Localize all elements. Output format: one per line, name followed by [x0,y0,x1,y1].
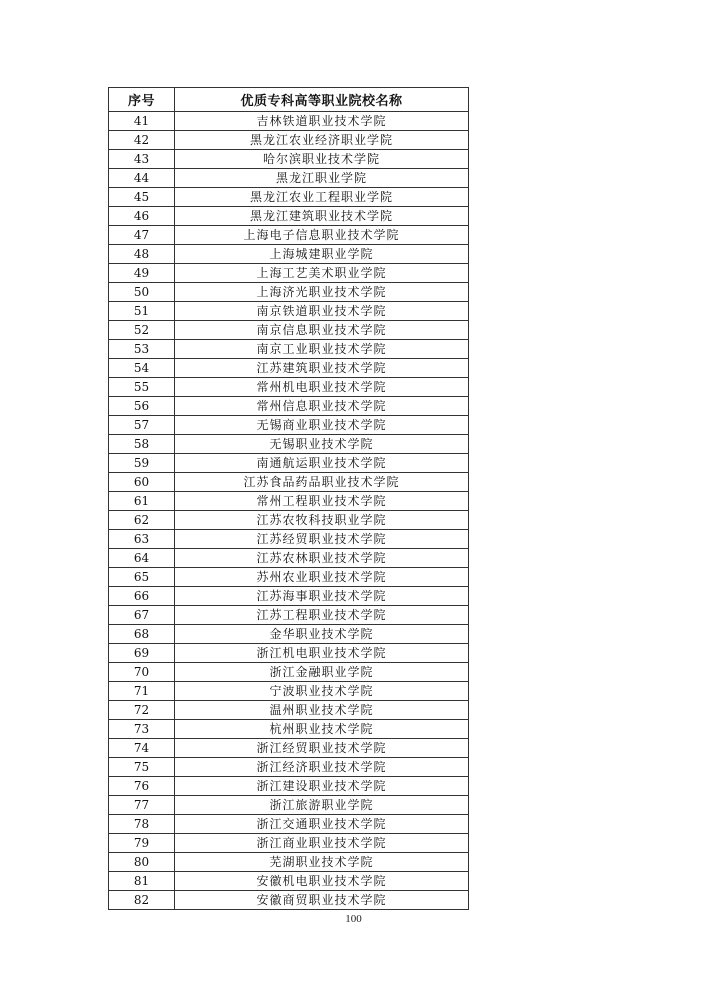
row-name-cell: 黑龙江农业工程职业学院 [175,188,469,207]
row-name-cell: 苏州农业职业技术学院 [175,568,469,587]
table-row [109,739,469,758]
table-row [109,625,469,644]
row-name-cell: 江苏海事职业技术学院 [175,587,469,606]
table-row [109,245,469,264]
table-row [109,587,469,606]
row-index-cell: 69 [109,644,175,663]
table-row [109,150,469,169]
table-row [109,188,469,207]
table-row [109,720,469,739]
table-row [109,359,469,378]
row-index-cell: 74 [109,739,175,758]
header-index: 序号 [109,88,175,112]
header-name: 优质专科高等职业院校名称 [175,88,469,112]
row-index-cell: 54 [109,359,175,378]
row-index-cell: 79 [109,834,175,853]
row-index-cell: 80 [109,853,175,872]
row-name-cell: 黑龙江建筑职业技术学院 [175,207,469,226]
row-index-cell: 41 [109,112,175,131]
table-row [109,663,469,682]
row-index-cell: 70 [109,663,175,682]
page-number: 100 [345,913,362,925]
row-name-cell: 杭州职业技术学院 [175,720,469,739]
table-row [109,226,469,245]
row-index-cell: 67 [109,606,175,625]
table-row [109,492,469,511]
row-name-cell: 黑龙江农业经济职业学院 [175,131,469,150]
row-index-cell: 82 [109,891,175,910]
table-row [109,112,469,131]
table-row [109,777,469,796]
table-row [109,454,469,473]
row-index-cell: 59 [109,454,175,473]
row-name-cell: 浙江交通职业技术学院 [175,815,469,834]
row-index-cell: 66 [109,587,175,606]
table-row [109,169,469,188]
row-index-cell: 43 [109,150,175,169]
row-index-cell: 45 [109,188,175,207]
row-name-cell: 芜湖职业技术学院 [175,853,469,872]
row-index-cell: 77 [109,796,175,815]
row-name-cell: 南京铁道职业技术学院 [175,302,469,321]
row-index-cell: 63 [109,530,175,549]
row-index-cell: 72 [109,701,175,720]
table-row [109,796,469,815]
row-index-cell: 57 [109,416,175,435]
row-index-cell: 60 [109,473,175,492]
row-name-cell: 宁波职业技术学院 [175,682,469,701]
table-row [109,511,469,530]
table-header-row [109,88,469,112]
table-row [109,264,469,283]
row-index-cell: 65 [109,568,175,587]
table-row [109,568,469,587]
table-row [109,530,469,549]
table-row [109,853,469,872]
table-row [109,473,469,492]
college-list-table [108,87,469,910]
row-name-cell: 黑龙江职业学院 [175,169,469,188]
row-name-cell: 浙江建设职业技术学院 [175,777,469,796]
row-name-cell: 哈尔滨职业技术学院 [175,150,469,169]
row-name-cell: 江苏经贸职业技术学院 [175,530,469,549]
table-row [109,891,469,910]
row-index-cell: 44 [109,169,175,188]
row-name-cell: 南京信息职业技术学院 [175,321,469,340]
row-index-cell: 73 [109,720,175,739]
row-name-cell: 江苏食品药品职业技术学院 [175,473,469,492]
table-row [109,644,469,663]
row-name-cell: 吉林铁道职业技术学院 [175,112,469,131]
row-name-cell: 安徽机电职业技术学院 [175,872,469,891]
row-name-cell: 常州工程职业技术学院 [175,492,469,511]
row-name-cell: 浙江经济职业技术学院 [175,758,469,777]
row-index-cell: 56 [109,397,175,416]
row-name-cell: 上海城建职业学院 [175,245,469,264]
row-name-cell: 浙江经贸职业技术学院 [175,739,469,758]
row-index-cell: 47 [109,226,175,245]
row-index-cell: 68 [109,625,175,644]
row-index-cell: 58 [109,435,175,454]
row-name-cell: 江苏工程职业技术学院 [175,606,469,625]
row-index-cell: 42 [109,131,175,150]
row-name-cell: 江苏建筑职业技术学院 [175,359,469,378]
table-row [109,283,469,302]
row-name-cell: 无锡商业职业技术学院 [175,416,469,435]
table-row [109,207,469,226]
table-row [109,701,469,720]
table-row [109,435,469,454]
table-row [109,397,469,416]
row-index-cell: 71 [109,682,175,701]
row-index-cell: 46 [109,207,175,226]
table-row [109,758,469,777]
table-row [109,834,469,853]
row-name-cell: 浙江商业职业技术学院 [175,834,469,853]
table-row [109,682,469,701]
row-name-cell: 上海济光职业技术学院 [175,283,469,302]
row-name-cell: 常州信息职业技术学院 [175,397,469,416]
table-row [109,815,469,834]
row-index-cell: 81 [109,872,175,891]
row-index-cell: 49 [109,264,175,283]
row-name-cell: 上海电子信息职业技术学院 [175,226,469,245]
row-name-cell: 江苏农林职业技术学院 [175,549,469,568]
table-row [109,549,469,568]
table-row [109,321,469,340]
row-index-cell: 78 [109,815,175,834]
row-index-cell: 53 [109,340,175,359]
table-row [109,131,469,150]
row-name-cell: 上海工艺美术职业学院 [175,264,469,283]
row-index-cell: 64 [109,549,175,568]
row-index-cell: 62 [109,511,175,530]
table-row [109,606,469,625]
row-name-cell: 无锡职业技术学院 [175,435,469,454]
row-index-cell: 51 [109,302,175,321]
row-name-cell: 南京工业职业技术学院 [175,340,469,359]
row-name-cell: 浙江旅游职业学院 [175,796,469,815]
table-row [109,340,469,359]
row-index-cell: 55 [109,378,175,397]
row-index-cell: 76 [109,777,175,796]
table-row [109,378,469,397]
row-name-cell: 常州机电职业技术学院 [175,378,469,397]
table-row [109,416,469,435]
table-row [109,302,469,321]
table-row [109,872,469,891]
row-name-cell: 安徽商贸职业技术学院 [175,891,469,910]
row-name-cell: 温州职业技术学院 [175,701,469,720]
table-body [109,112,469,910]
row-index-cell: 75 [109,758,175,777]
row-index-cell: 61 [109,492,175,511]
row-name-cell: 南通航运职业技术学院 [175,454,469,473]
row-name-cell: 江苏农牧科技职业学院 [175,511,469,530]
row-name-cell: 金华职业技术学院 [175,625,469,644]
row-index-cell: 48 [109,245,175,264]
row-name-cell: 浙江金融职业学院 [175,663,469,682]
row-name-cell: 浙江机电职业技术学院 [175,644,469,663]
row-index-cell: 52 [109,321,175,340]
row-index-cell: 50 [109,283,175,302]
